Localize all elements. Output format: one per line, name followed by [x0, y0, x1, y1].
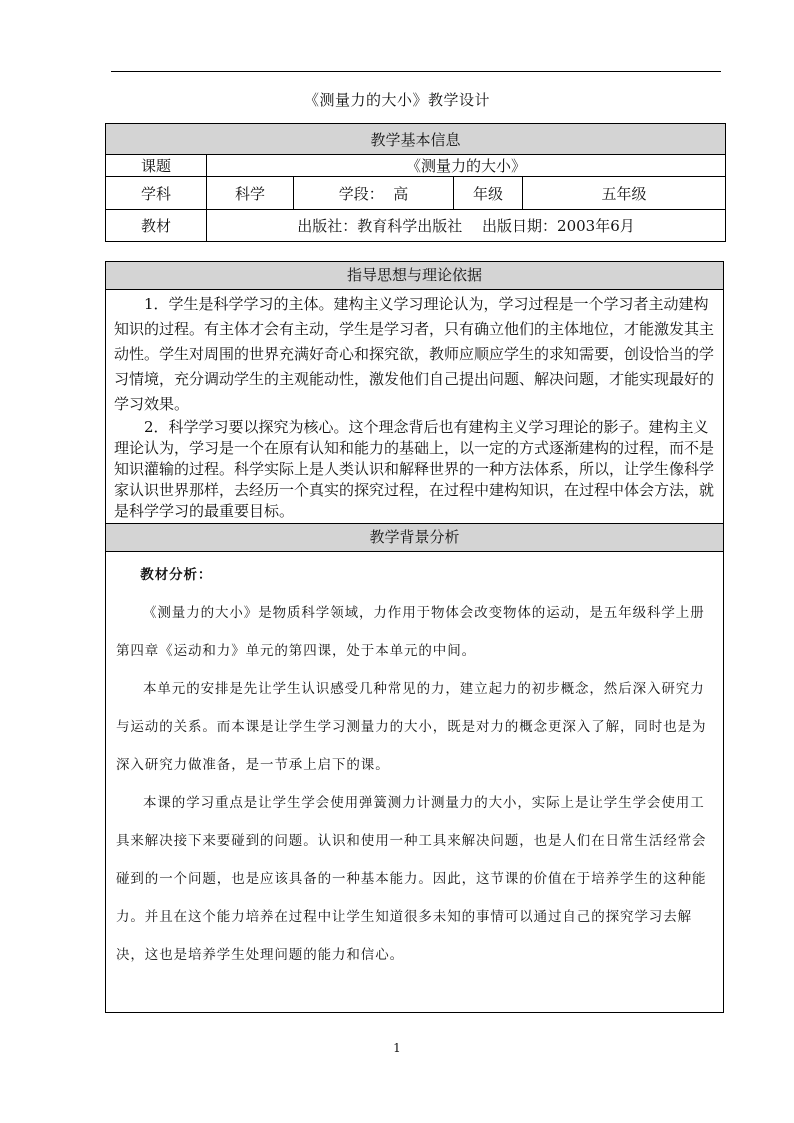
background-paragraph-3: 本课的学习重点是让学生学会使用弹簧测力计测量力的大小，实际上是让学生学会使用工具来解决接下来要碰到的问题。认识和使用一种工具来解决问题，也是人们在日常生活经常会碰到的一个问题，也是应该具备的一种基本能力。因此，这节课的价值在于培养学生的这种能力。并且在这个能力培养在过程中让学生知道很多未知的事情可以通过自己的探究学习去解决，这也是培养学生处理问题的能力和信心。 — [116, 795, 707, 963]
page-number: 1 — [393, 1041, 401, 1055]
background-section — [106, 552, 723, 974]
guiding-header: 指导思想与理论依据 — [106, 262, 723, 290]
background-paragraph-1: 《测量力的大小》是物质科学领域，力作用于物体会改变物体的运动，是五年级科学上册第四章《运动和力》单元的第四课，处于本单元的中间。 — [116, 605, 705, 659]
grade-value: 五年级 — [523, 177, 726, 210]
guiding-paragraph-1: 1．学生是科学学习的主体。建构主义学习理论认为，学习过程是一个学习者主动建构知识的过程。有主体才会有主动，学生是学习者，只有确立他们的主体地位，才能激发其主动性。学生对周围的世界充满好奇心和探究欲，教师应顺应学生的求知需要，创设恰当的学习情境，充分调动学生的主观能动性，激发他们自己提出问题、解决问题，才能实现最好的学习效果。 — [114, 295, 715, 413]
textbook-value: 出版社：教育科学出版社 出版日期：2003年6月 — [207, 210, 726, 242]
grade-label: 年级 — [454, 177, 523, 210]
basic-info-table — [105, 123, 726, 242]
guiding-section — [106, 290, 723, 523]
stage-label: 学段： — [338, 184, 384, 203]
subject-value: 科学 — [207, 177, 294, 210]
textbook-analysis-heading: 教材分析： — [140, 567, 213, 583]
document-title: 《测量力的大小》教学设计 — [303, 91, 490, 109]
guiding-paragraph-2: 2．科学学习要以探究为核心。这个理念背后也有建构主义学习理论的影子。建构主义理论认为，学习是一个在原有认知和能力的基础上，以一定的方式逐渐建构的过程，而不是知识灌输的过程。科学实际上是人类认识和解释世界的一种方法体系，所以，让学生像科学家认识世界那样，去经历一个真实的探究过程，在过程中建构知识，在过程中体会方法，就是科学学习的最重要目标。 — [114, 418, 715, 520]
analysis-table — [105, 261, 724, 1013]
background-paragraph-2: 本单元的安排是先让学生认识感受几种常见的力，建立起力的初步概念，然后深入研究力与运动的关系。而本课是让学生学习测量力的大小，既是对力的概念更深入了解，同时也是为深入研究力做准备，是一节承上启下的课。 — [116, 681, 707, 773]
subject-label: 学科 — [106, 177, 207, 210]
stage-value: 高 — [393, 184, 409, 203]
background-header: 教学背景分析 — [106, 523, 723, 552]
header-rule — [111, 71, 721, 72]
basic-info-header: 教学基本信息 — [106, 124, 726, 155]
textbook-label: 教材 — [106, 210, 207, 242]
topic-value: 《测量力的大小》 — [207, 155, 726, 177]
stage-cell — [294, 177, 454, 210]
topic-label: 课题 — [106, 155, 207, 177]
